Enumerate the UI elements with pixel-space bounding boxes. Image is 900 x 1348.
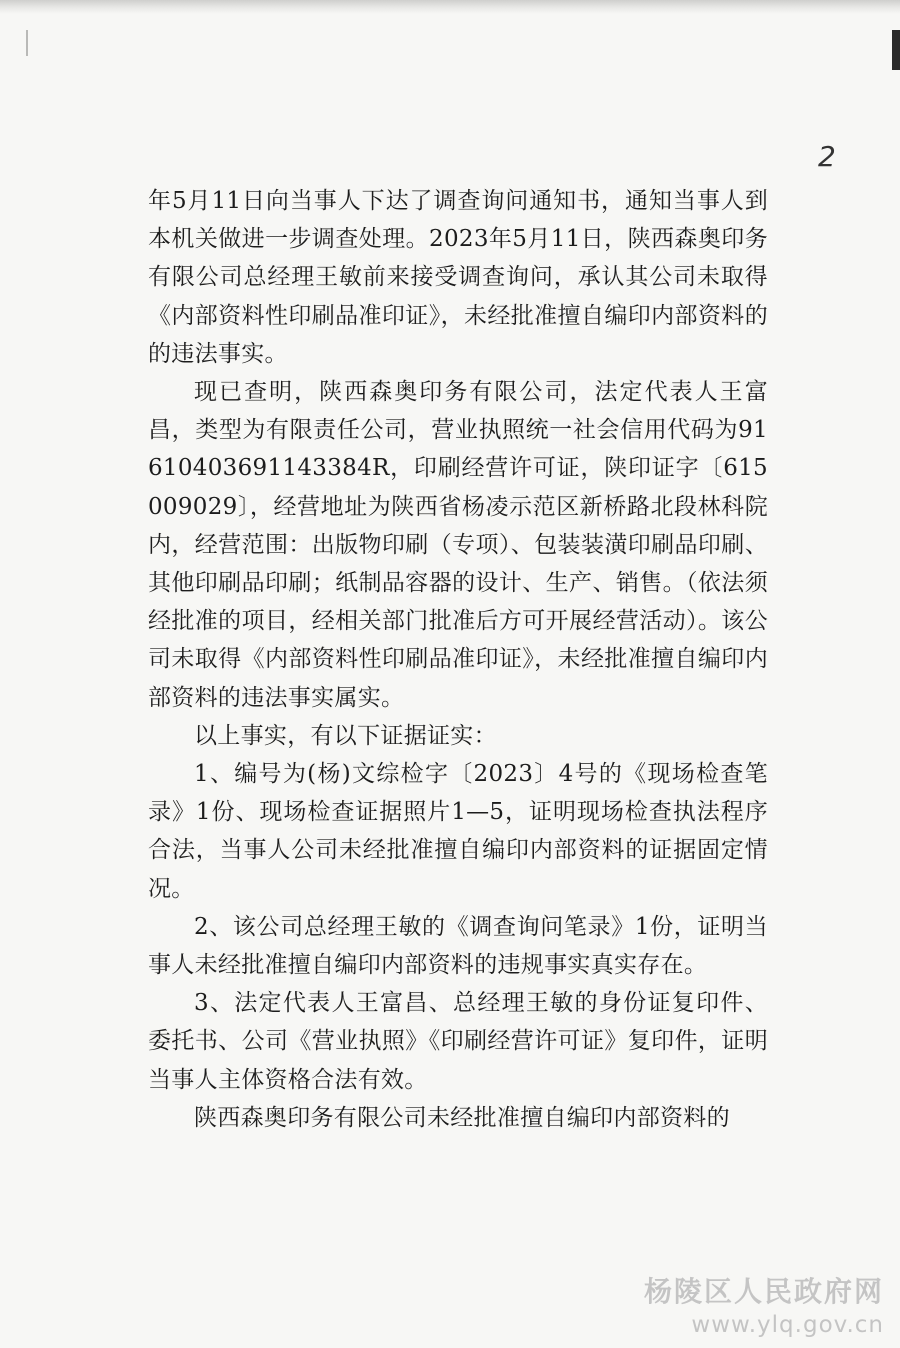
watermark-name: 杨陵区人民政府网 [643, 1275, 884, 1308]
scan-top-edge [0, 0, 900, 14]
paragraph-3: 以上事实，有以下证据证实： [194, 722, 497, 749]
watermark-url: www.ylq.gov.cn [691, 1312, 884, 1338]
paragraph-5: 2、该公司总经理王敏的《调查询问笔录》1份，证明当事人未经批准擅自编印内部资料的违规事实真实存在。 [148, 913, 768, 979]
scan-mark [26, 30, 28, 56]
paragraph-2: 现已查明，陕西森奥印务有限公司，法定代表人王富昌，类型为有限责任公司，营业执照统一社会信用代码为91610403691143384R，印刷经营许可证，陕印证字〔615009029〕，经营地址为陕西省杨凌示范区新桥路北段林科院内，经营范围：出版物印刷（专项）、包装装潢印刷品印刷、其他印刷品印刷；纸制品容器的设计、生产、销售。（依法须经批准的项目，经相关部门批准后方可开展经营活动）。该公司未取得《内部资料性印刷品准印证》，未经批准擅自编印内部资料的违法事实属实。 [148, 379, 768, 711]
paragraph-4: 1、编号为(杨)文综检字〔2023〕4号的《现场检查笔录》1份、现场检查证据照片1—5，证明现场检查执法程序合法，当事人公司未经批准擅自编印内部资料的证据固定情况。 [148, 761, 768, 902]
scan-right-edge [892, 30, 900, 70]
watermark [644, 1270, 884, 1338]
paragraph-1: 年5月11日向当事人下达了调查询问通知书，通知当事人到本机关做进一步调查处理。2023年5月11日，陕西森奥印务有限公司总经理王敏前来接受调查询问，承认其公司未取得《内部资料性印刷品准印证》，未经批准擅自编印内部资料的的违法事实。 [148, 188, 768, 367]
paragraph-7: 陕西森奥印务有限公司未经批准擅自编印内部资料的 [194, 1104, 730, 1131]
paragraph-6: 3、法定代表人王富昌、总经理王敏的身份证复印件、委托书、公司《营业执照》《印刷经营许可证》复印件，证明当事人主体资格合法有效。 [148, 990, 768, 1093]
page-number: 2 [818, 140, 836, 173]
document-body [148, 182, 768, 1137]
